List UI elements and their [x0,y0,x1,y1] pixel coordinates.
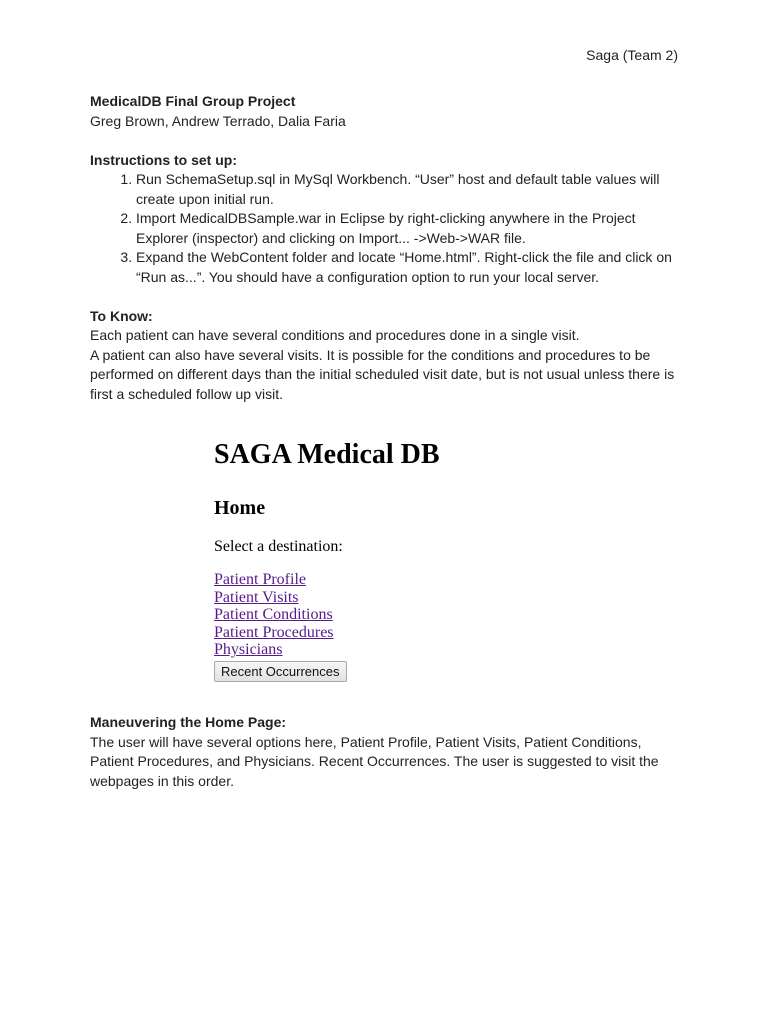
page-heading: Home [214,497,266,519]
home-page-screenshot [214,437,544,682]
instruction-step-1: 1. Run SchemaSetup.sql in MySql Workbench. “User” host and default table values will create upon initial run. [136,170,680,209]
link-patient-conditions[interactable]: Patient Conditions [214,606,333,624]
destination-links [214,571,544,659]
link-patient-visits[interactable]: Patient Visits [214,588,299,606]
link-patient-profile[interactable]: Patient Profile [214,571,306,588]
instruction-step-2: 2. Import MedicalDBSample.war in Eclipse by right-clicking anywhere in the Project Explorer (inspector) and clicking on Import... ->Web->WAR file. [136,209,680,248]
link-physicians[interactable]: Physicians [214,641,283,659]
to-know-paragraph-1: Each patient can have several conditions and procedures done in a single visit. [90,327,580,343]
maneuvering-section [90,713,680,791]
instruction-step-3: 3. Expand the WebContent folder and locate “Home.html”. Right-click the file and click on “Run as...”. You should have a configuration option to run your local server. [136,248,680,287]
to-know-heading: To Know: [90,307,153,324]
maneuvering-heading: Maneuvering the Home Page: [90,714,287,730]
authors: Greg Brown, Andrew Terrado, Dalia Faria [90,112,346,129]
link-patient-procedures[interactable]: Patient Procedures [214,623,334,641]
app-title: SAGA Medical DB [214,439,440,470]
instructions-heading: Instructions to set up: [90,151,237,168]
instructions-list [90,170,680,287]
to-know-paragraph-2: A patient can also have several visits. It is possible for the conditions and procedures to be performed on different days than the initial scheduled visit date, but is not usual unless there is first a scheduled follow up visit. [90,346,675,402]
header-team-label: Saga (Team 2) [586,47,678,63]
project-title: MedicalDB Final Group Project [90,93,296,109]
recent-occurrences-button[interactable]: Recent Occurrences [214,661,347,682]
document-body [90,92,680,404]
maneuvering-paragraph: The user will have several options here, Patient Profile, Patient Visits, Patient Conditions, Patient Procedures, and Physicians. Recent Occurrences. The user is suggested to visit the webpages in this order. [90,733,659,789]
destination-prompt: Select a destination: [214,538,343,555]
